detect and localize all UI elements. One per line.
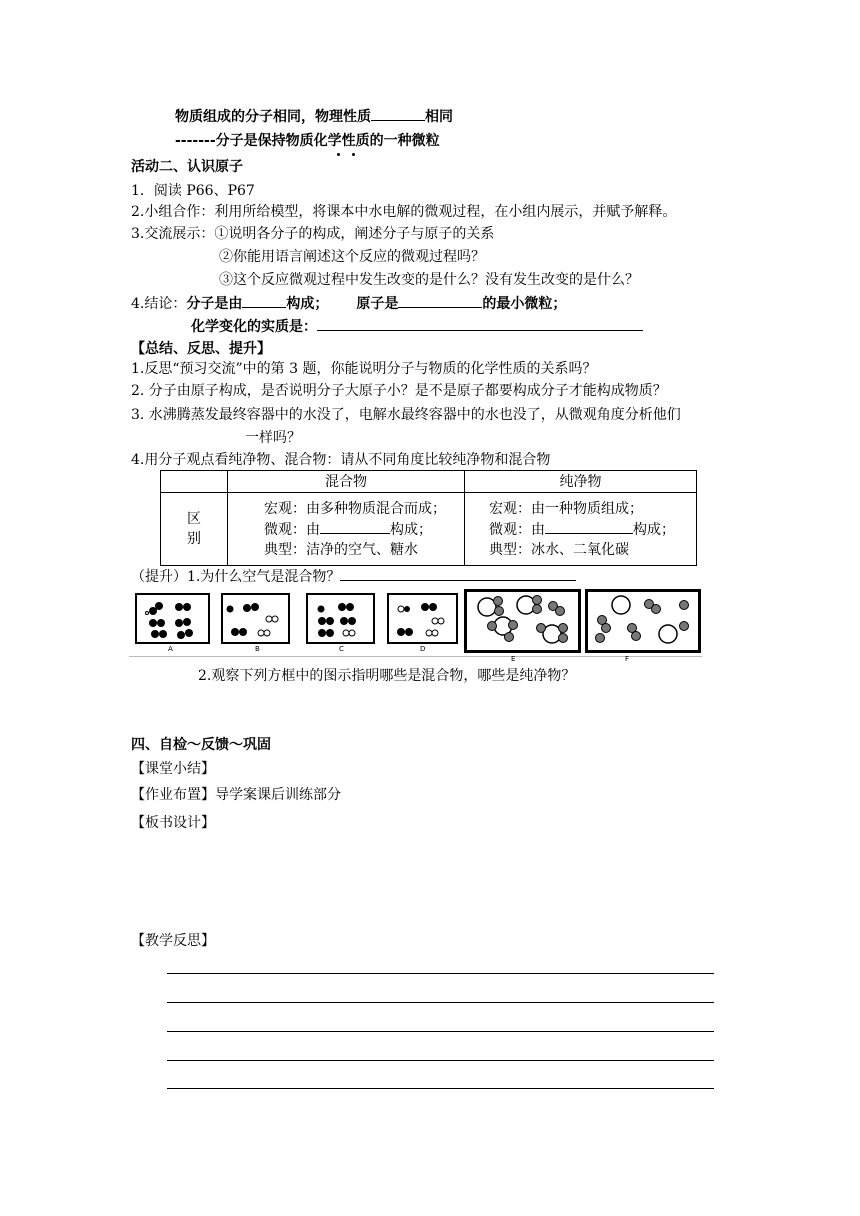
activity2-conclusion: [131, 293, 566, 314]
pure-micro: [489, 519, 696, 540]
answer-blank[interactable]: [242, 293, 286, 308]
pure-macro: 宏观：由一种物质组成；: [489, 500, 643, 517]
physical-property-line: [175, 106, 453, 127]
activity2-heading: 活动二、认识原子: [131, 159, 243, 175]
mixture-typical: 典型：洁净的空气、糖水: [264, 541, 418, 558]
activity2-item3c: ③这个反应微观过程中发生改变的是什么？没有发生改变的是什么？: [219, 272, 639, 288]
writing-line[interactable]: [167, 973, 714, 974]
box-label-f: F: [625, 655, 630, 663]
text-segment: 导学案课后训练部分: [215, 787, 341, 803]
row-label: [161, 493, 228, 566]
molecule-definition-line: -------分子是保持物质化学性质的一种微粒: [175, 133, 440, 149]
box-label-a: A: [168, 645, 173, 653]
text-segment: 原子是: [356, 296, 399, 312]
diagram-box-f: [585, 589, 701, 653]
text-segment: 构成；: [633, 521, 675, 538]
mixture-micro: [264, 519, 464, 540]
diagram-box-a: [135, 593, 210, 644]
text-segment: 分子是由: [186, 296, 243, 312]
summary-q4: 4.用分子观点看纯净物、混合物：请从不同角度比较纯净物和混合物: [131, 452, 551, 468]
reflection-label: 【教学反思】: [131, 933, 215, 949]
lift-q1: [131, 566, 576, 587]
diagram-box-e: [464, 589, 581, 653]
text-segment: 【作业布置】: [131, 787, 215, 803]
summary-q1: 1.反思“预习交流”中的第 3 题，你能说明分子与物质的化学性质的关系吗？: [131, 361, 597, 377]
summary-q3b: 一样吗？: [245, 430, 301, 446]
text-segment: 相同: [425, 109, 453, 125]
mixture-macro: 宏观：由多种物质混合而成；: [264, 500, 446, 517]
emphasis-dot: [337, 153, 340, 156]
comparison-table: [160, 470, 697, 566]
particles-d: [389, 595, 456, 642]
diagram-box-d: [387, 593, 458, 644]
table-row: [161, 493, 697, 566]
row-label-part: 别: [187, 531, 201, 547]
header-mixture: 混合物: [228, 471, 465, 493]
section4-heading: 四、自检～反馈～巩固: [131, 737, 271, 753]
writing-line[interactable]: [167, 1088, 714, 1089]
text-segment: 物质组成的分子相同，物理性质: [175, 109, 371, 125]
activity2-item3: 3.交流展示：①说明各分子的构成，阐述分子与原子的关系: [131, 226, 495, 242]
writing-line[interactable]: [167, 1060, 714, 1061]
class-summary-label: 【课堂小结】: [131, 761, 215, 777]
activity2-item3b: ②你能用语言阐述这个反应的微观过程吗？: [219, 249, 485, 265]
homework-line: [131, 785, 341, 805]
answer-blank[interactable]: [317, 316, 643, 331]
particles-a: [137, 595, 208, 642]
table-header-row: [161, 471, 697, 493]
particles-c: [308, 595, 373, 642]
text-segment: （提升）1.为什么空气是混合物？: [131, 569, 341, 585]
chemical-change-line: [191, 316, 643, 337]
summary-q2: 2. 分子由原子构成，是否说明分子大原子小？是不是原子都要构成分子才能构成物质？: [131, 383, 667, 399]
box-label-e: E: [511, 655, 516, 663]
pure-cell: [465, 493, 697, 566]
text-segment: 4.结论：: [131, 296, 187, 312]
row-label-part: 区: [187, 511, 201, 527]
text-segment: 构成；: [390, 521, 432, 538]
writing-line[interactable]: [167, 1002, 714, 1003]
mixture-cell: [228, 493, 465, 566]
text-segment: 的最小微粒；: [482, 296, 567, 312]
answer-blank[interactable]: [340, 566, 576, 581]
answer-blank[interactable]: [320, 519, 390, 534]
summary-heading: 【总结、反思、提升】: [131, 341, 271, 357]
answer-blank[interactable]: [371, 106, 425, 121]
activity2-item1: 1．阅读 P66、P67: [131, 183, 255, 199]
text-segment: 微观：由: [489, 521, 545, 538]
diagram-box-c: [306, 593, 375, 644]
table-corner-cell: [161, 471, 228, 493]
lift-q2: 2.观察下列方框中的图示指明哪些是混合物，哪些是纯净物？: [198, 668, 576, 684]
text-segment: 微观：由: [264, 521, 320, 538]
particles-f: [588, 592, 698, 650]
text-segment: 化学变化的实质是：: [191, 319, 317, 335]
box-label-c: C: [339, 645, 344, 653]
writing-line[interactable]: [167, 1031, 714, 1032]
summary-q3: 3. 水沸腾蒸发最终容器中的水没了，电解水最终容器中的水也没了，从微观角度分析他们: [131, 407, 681, 423]
pure-typical: 典型：冰水、二氧化碳: [489, 541, 629, 558]
board-design-label: 【板书设计】: [131, 815, 215, 831]
emphasis-dot: [352, 153, 355, 156]
activity2-item2: 2.小组合作：利用所给模型，将课本中水电解的微观过程，在小组内展示，并赋予解释。: [131, 204, 677, 220]
text-segment: 构成；: [286, 296, 329, 312]
answer-blank[interactable]: [545, 519, 633, 534]
diagram-baseline: [129, 656, 702, 657]
box-label-b: B: [255, 645, 260, 653]
diagram-box-b: [221, 593, 290, 644]
header-pure: 纯净物: [465, 471, 697, 493]
box-label-d: D: [420, 645, 426, 653]
particles-b: [223, 595, 288, 642]
particles-e: [467, 592, 578, 650]
answer-blank[interactable]: [398, 293, 482, 308]
